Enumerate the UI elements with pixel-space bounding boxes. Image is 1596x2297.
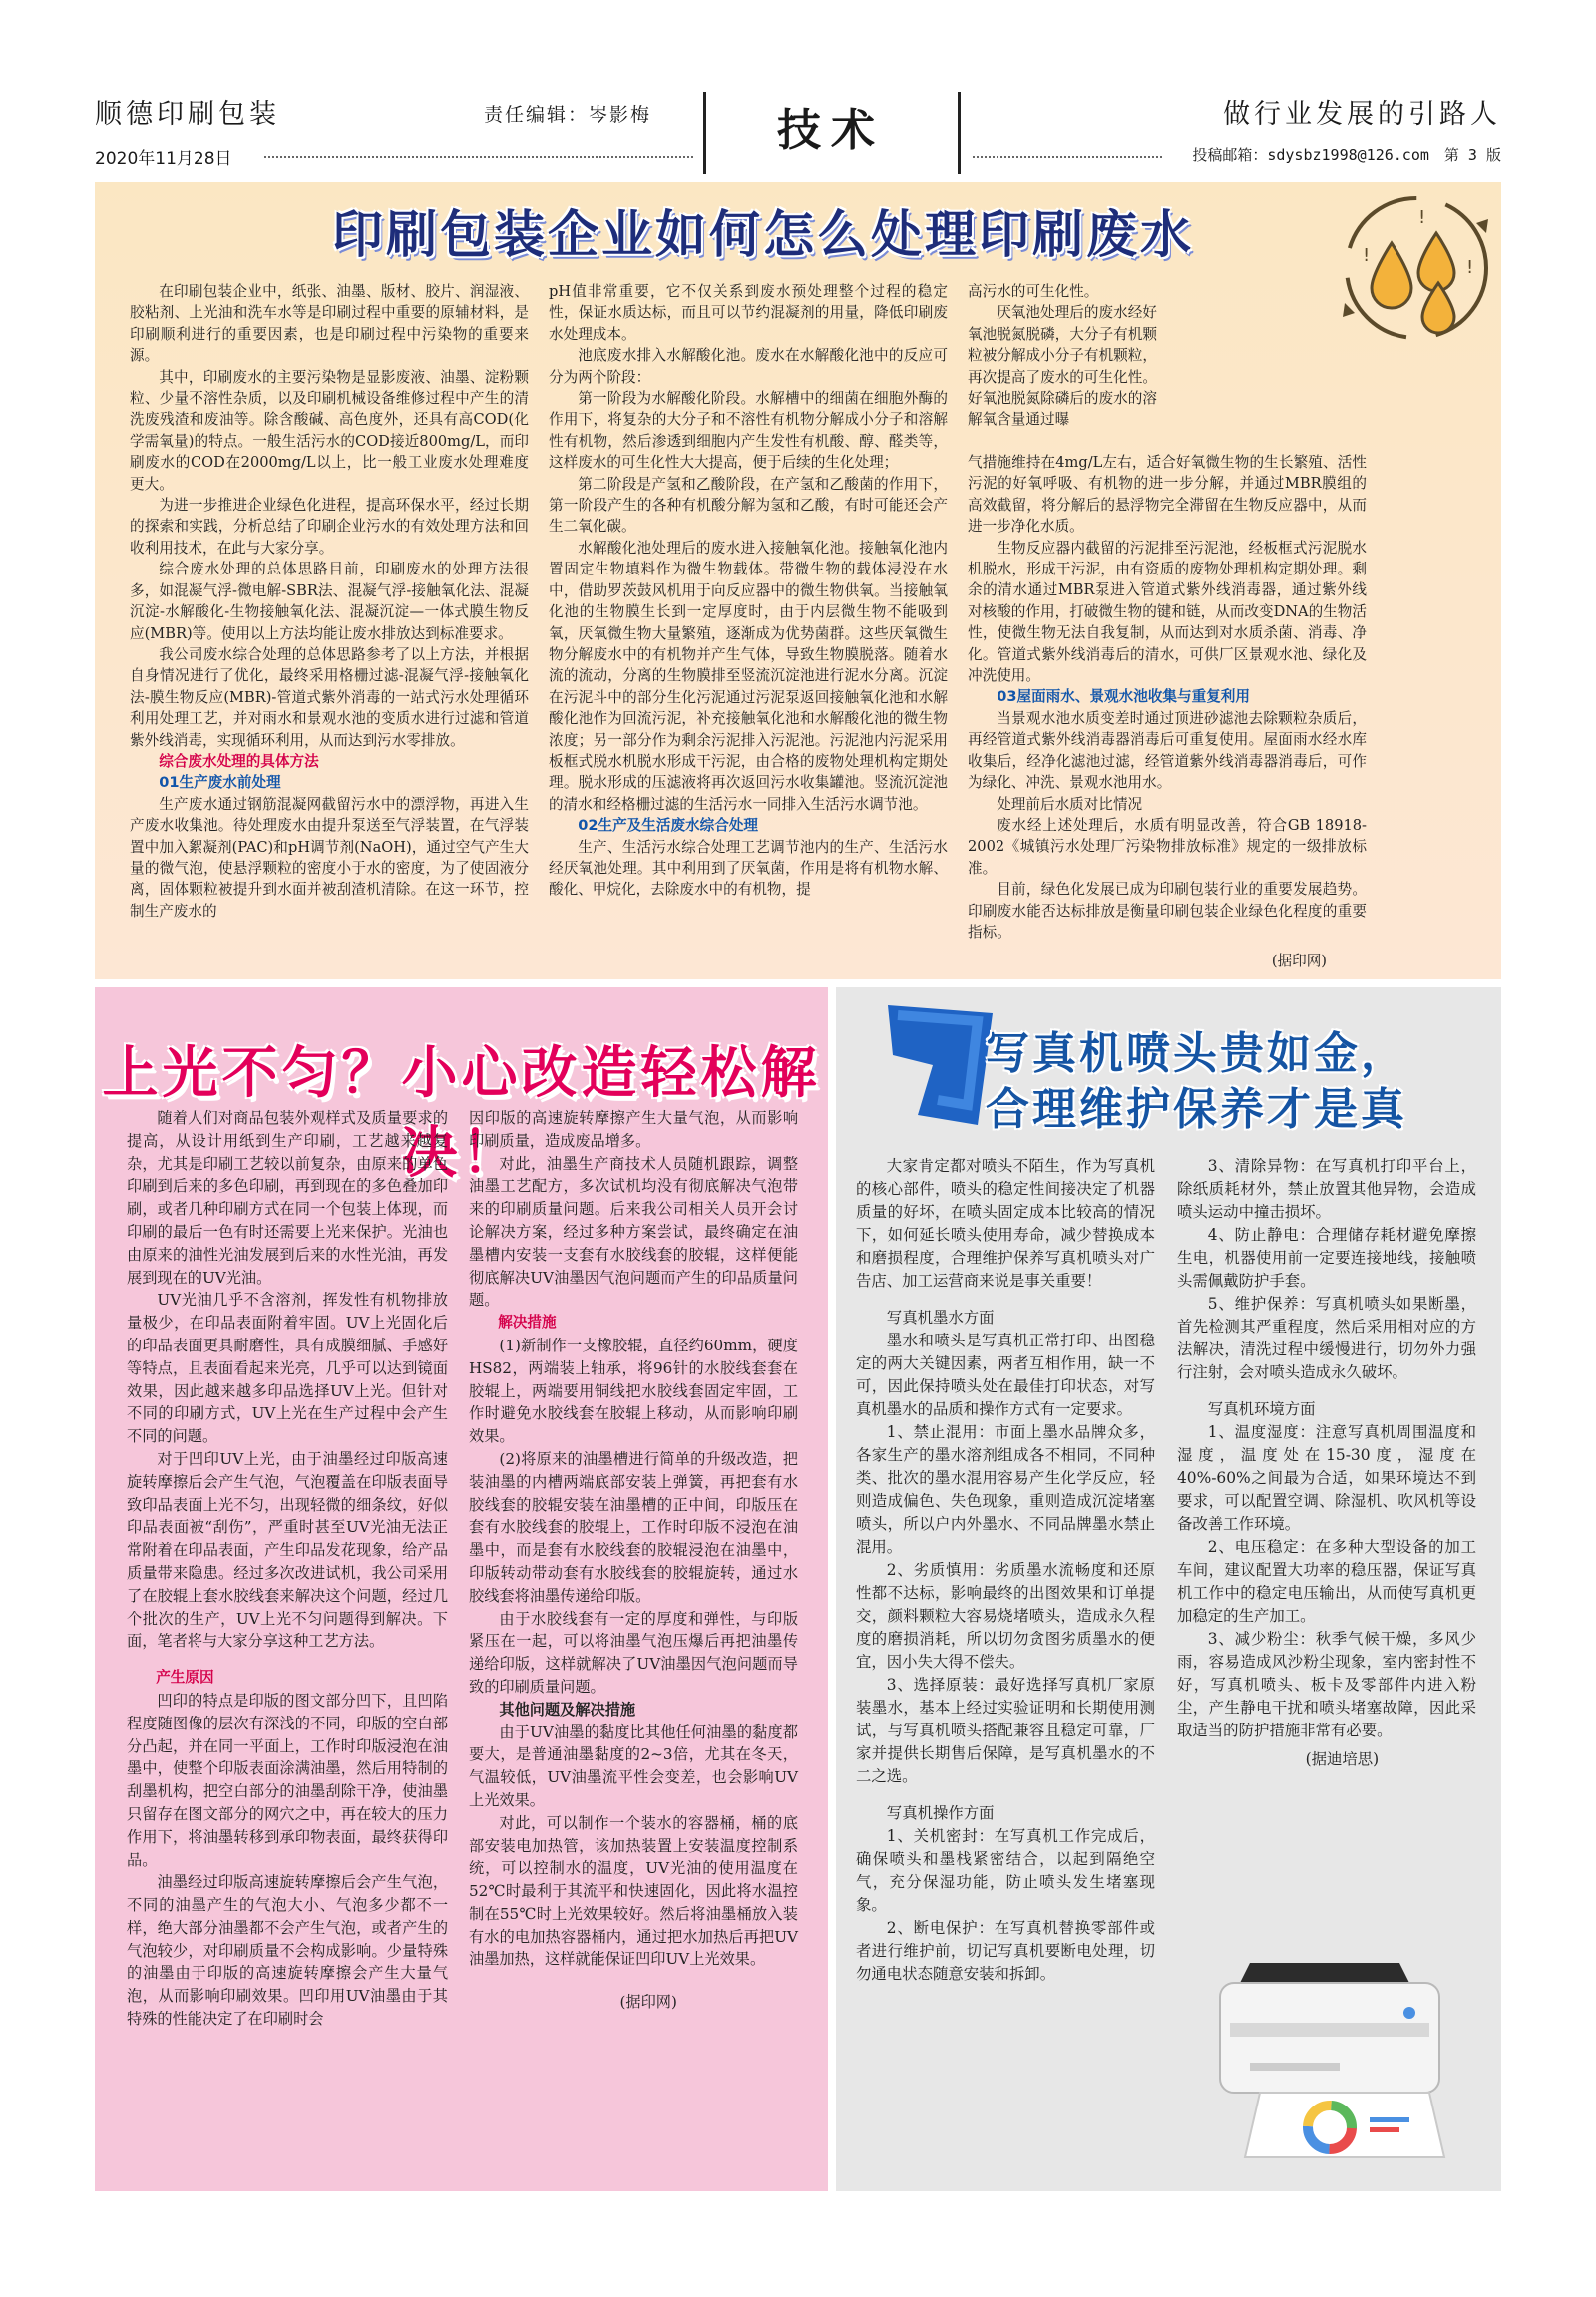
subheading: 01生产废水前处理 (159, 774, 281, 792)
paragraph: 气措施维持在4mg/L左右，适合好氧微生物的生长繁殖、活性污泥的好氧呼吸、有机物的进一步分解，并通过MBR膜组的高效截留，将分解后的悬浮物完全滞留在生物反应器中，从而进一步净化水质。 (968, 454, 1367, 536)
paragraph: 油墨经过印版高速旋转摩擦后会产生气泡，不同的油墨产生的气泡大小、气泡多少都不一样，绝大部分油墨都不会产生气泡，或者产生的气泡较少，对印刷质量不会构成影响。少量特殊的油墨由于印版的高速旋转摩擦会产生大量气泡，从而影响印刷效果。凹印用UV油墨由于其特殊的性能决定了在印刷时会 (127, 1873, 448, 2029)
paragraph: UV光油几乎不含溶剂，挥发性有机物排放量极少，在印品表面附着牢固。UV上光固化后的印品表面更具耐磨性，具有成膜细腻、手感好等特点，且表面看起来光亮，几乎可以达到镜面效果，因此越来越多印品选择UV上光。但针对不同的印刷方式，UV上光在生产过程中会产生不同的问题。 (127, 1291, 448, 1446)
paragraph: 墨水和喷头是写真机正常打印、出图稳定的两大关键因素，两者互相作用，缺一不可，因此保持喷头处在最佳打印状态，对写真机墨水的品质和操作方式有一定要求。 (856, 1332, 1155, 1418)
spacer (127, 1653, 448, 1667)
bold-heading: 其他问题及解决措施 (499, 1700, 636, 1719)
article-title-line-2: 合理维护保养才是真 (986, 1084, 1407, 1135)
paragraph: 随着人们对商品包装外观样式及质量要求的提高，从设计用纸到生产印刷，工艺越来越复杂，尤其是印刷工艺较以前复杂，由原来的单色印刷到后来的多色印刷，再到现在的多色叠加印刷，或者几种印刷方式在同一个包装上体现，而印刷的最后一色有时还需要上光来保护。光油也由原来的油性光油发展到后来的水性光油，再发展到现在的UV光油。 (127, 1109, 448, 1287)
water-drops-icon (1327, 184, 1501, 353)
paragraph: 2、劣质慎用：劣质墨水流畅度和还原性都不达标，影响最终的出图效果和订单提交，颜料颗粒大容易烧堵喷头，造成永久程度的磨损消耗，所以切勿贪图劣质墨水的便宜，因小失大得不偿失。 (856, 1561, 1155, 1671)
paragraph: 其中，印刷废水的主要污染物是显影废液、油墨、淀粉颗粒、少量不溶性杂质，以及印刷机械设备维修过程中产生的清洗废残渣和废油等。除含酸碱、高色度外，还具有高COD(化学需氧量)的特点。一般生活污水的COD接近800mg/L，而印刷废水的COD在2000mg/L以上，比一般工业废水处理难度更大。 (130, 368, 529, 493)
article-column-2 (469, 1107, 798, 2014)
paragraph: 废水经上述处理后，水质有明显改善，符合GB 18918-2002《城镇污水处理厂污染物排放标准》规定的一级排放标准。 (968, 816, 1367, 877)
dotted-rule-left (264, 156, 693, 158)
paragraph: 生产废水通过钢筋混凝网截留污水中的漂浮物，再进入生产废水收集池。待处理废水由提升泵送至气浮装置，在气浮装置中加入絮凝剂(PAC)和pH调节剂(NaOH)，通过空气产生大量的微气泡，使悬浮颗粒的密度小于水的密度，为了使固液分离，固体颗粒被提升到水面并被刮渣机清除。在这一环节，控制生产废水的 (130, 795, 529, 920)
article-uv-coating (95, 987, 828, 2191)
paragraph: 当景观水池水质变差时通过顶进砂滤池去除颗粒杂质后，再经管道式紫外线消毒器消毒后可重复使用。屋面雨水经水库收集后，经净化滤池过滤，经管道紫外线消毒器消毒后，可作为绿化、冲洗、景观水池用水。 (968, 709, 1367, 792)
paragraph: 2、断电保护：在写真机替换零部件或者进行维护前，切记写真机要断电处理，切勿通电状态随意安装和拆卸。 (856, 1919, 1155, 1983)
article-printhead-care (836, 987, 1501, 2191)
paragraph: 第二阶段是产氢和乙酸阶段，在产氢和乙酸菌的作用下，第一阶段产生的各种有机酸分解为氢和乙酸，有时可能还会产生二氧化碳。 (549, 475, 948, 536)
svg-text:!: ! (1418, 207, 1426, 228)
paragraph: 因印版的高速旋转摩擦产生大量气泡，从而影响印刷质量，造成废品增多。 (469, 1109, 798, 1150)
subsection-heading: 写真机环境方面 (1207, 1400, 1316, 1418)
source-credit: (据迪培思) (1305, 1750, 1380, 1768)
printer-image (1190, 1923, 1469, 2177)
subsection-heading: 写真机操作方面 (886, 1804, 995, 1822)
paragraph: 3、减少粉尘：秋季气候干燥，多风少雨，容易造成风沙粉尘现象，室内密封性不好，写真机喷头、板卡及零部件内进入粉尘，产生静电干扰和喷头堵塞故障，因此采取适当的防护措施非常有必要。 (1177, 1630, 1476, 1739)
paragraph: 第一阶段为水解酸化阶段。水解槽中的细菌在细胞外酶的作用下，将复杂的大分子和不溶性有机物分解成小分子和溶解性有机物，然后渗透到细胞内产生发性有机酸、醇、醛类等，这样废水的可生化性大大提高，便于后续的生化处理； (549, 390, 948, 472)
article-column-1 (130, 281, 529, 922)
article-column-2 (549, 281, 948, 901)
source-credit: (据印网) (619, 1993, 677, 2012)
issue-date: 2020年11月28日 (95, 149, 232, 169)
editor-credit: 责任编辑：岑影梅 (484, 104, 652, 126)
slogan: 做行业发展的引路人 (1223, 99, 1501, 130)
article-column-2 (1177, 1155, 1476, 1771)
section-heading: 产生原因 (156, 1669, 214, 1687)
paragraph: 目前，绿色化发展已成为印刷包装行业的重要发展趋势。印刷废水能否达标排放是衡量印刷包装企业绿色化程度的重要指标。 (968, 881, 1367, 941)
paragraph: 5、维护保养：写真机喷头如果断墨，首先检测其严重程度，然后采用相对应的方法解决，清洗过程中缓慢进行，切勿外力强行注射，会对喷头造成永久破坏。 (1177, 1295, 1476, 1381)
header-divider-left (703, 92, 706, 174)
paragraph: (2)将原来的油墨槽进行简单的升级改造，把装油墨的内槽两端底部安装上弹簧，再把套有水胶线套的胶辊安装在油墨槽的正中间，印版压在套有水胶线套的胶辊上，工作时印版不浸泡在油墨中，而是套有水胶线套的胶辊浸泡在油墨中，印版转动带动套有水胶线套的胶辊旋转，通过水胶线套将油墨传递给印版。 (469, 1449, 798, 1605)
paragraph: 4、防止静电：合理储存耗材避免摩擦生电，机器使用前一定要连接地线，接触喷头需佩戴防护手套。 (1177, 1226, 1476, 1290)
paragraph: 对此，可以制作一个装水的容器桶，桶的底部安装电加热管，该加热装置上安装温度控制系统，可以控制水的温度，UV光油的使用温度在52℃时最利于其流平和快速固化，因此将水温控制在55℃时上光效果较好。然后将油墨桶放入装有水的电加热容器桶内，通过把水加热后再把UV油墨加热，这样就能保证凹印UV上光效果。 (469, 1813, 798, 1969)
paragraph: pH值非常重要，它不仅关系到废水预处理整个过程的稳定性，保证水质达标，而且可以节约混凝剂的用量，降低印刷废水处理成本。 (549, 283, 948, 343)
paragraph: 综合废水处理的总体思路目前，印刷废水的处理方法很多，如混凝气浮-微电解-SBR法、混凝气浮-接触氧化法、混凝沉淀-水解酸化-生物接触氧化法、混凝沉淀—一体式膜生物反应(MBR)等。使用以上方法均能让废水排放达到标准要求。 (130, 561, 529, 642)
contact-and-page: 投稿邮箱：sdysbz1998@126.com 第 3 版 (1192, 146, 1501, 164)
section-title: 技术 (777, 105, 885, 156)
article-title: 印刷包装企业如何怎么处理印刷废水 (331, 206, 1194, 265)
article-column-3b (968, 452, 1367, 972)
article-column-1 (856, 1155, 1155, 1986)
article-waste-water (95, 182, 1501, 979)
paragraph: (1)新制作一支橡胶辊，直径约60mm，硬度HS82，两端装上轴承，将96针的水胶线套套在胶辊上，两端要用铜线把水胶线套固定牢固，工作时避免水胶线套在胶辊上移动，从而影响印刷效果。 (469, 1336, 798, 1446)
paragraph: 我公司废水综合处理的总体思路参考了以上方法，并根据自身情况进行了优化，最终采用格栅过滤-混凝气浮-接触氧化法-膜生物反应(MBR)-管道式紫外消毒的一站式污水处理循环利用处理工艺，并对雨水和景观水池的变质水进行过滤和管道紫外线消毒，实现循环利用，从而达到污水零排放。 (130, 645, 529, 749)
brush-stroke (878, 995, 998, 1135)
paragraph: 由于UV油墨的黏度比其他任何油墨的黏度都要大，是普通油墨黏度的2~3倍，尤其在冬天，气温较低，UV油墨流平性会变差，也会影响UV上光效果。 (469, 1723, 798, 1809)
svg-text:!: ! (1466, 257, 1474, 278)
paragraph: 水解酸化池处理后的废水进入接触氧化池。接触氧化池内置固定生物填料作为微生物载体。带微生物的载体浸没在水中，借助罗茨鼓风机用于向反应器中的微生物供氧。当接触氧化池的生物膜生长到一定厚度时，由于内层微生物不能吸到氧，厌氧微生物大量繁殖，逐渐成为优势菌群。这些厌氧微生物分解废水中的有机物并产生气体，导致生物膜脱落。随着水流的流动，分离的生物膜排至竖流沉淀池进行泥水分离。沉淀在污泥斗中的部分生化污泥通过污泥泵返回接触氧化池和水解酸化池作为回流污泥，补充接触氧化池和水解酸化池的微生物浓度；另一部分作为剩余污泥排入污泥池。污泥池内污泥采用板框式脱水机脱水形成干污泥，由合格的废物处理机构定期处理。脱水形成的压滤液将再次返回污水收集罐池。竖流沉淀池的清水和经格栅过滤的生活污水一同排入生活污水调节池。 (549, 539, 948, 813)
newspaper-name: 顺德印刷包装 (95, 99, 280, 130)
paragraph: 厌氧池处理后的废水经好氧池脱氮脱磷，大分子有机颗粒被分解成小分子有机颗粒，再次提高了废水的可生化性。好氧池脱氮除磷后的废水的溶解氧含量通过曝 (968, 304, 1157, 429)
article-title: 上光不匀？小心改造轻松解决！ (102, 1041, 821, 1186)
article-column-3a (968, 281, 1157, 431)
paragraph: 1、关机密封：在写真机工作完成后，确保喷头和墨栈紧密结合，以起到隔绝空气，充分保湿功能，防止喷头发生堵塞现象。 (856, 1827, 1155, 1914)
dotted-rule-right (973, 156, 1162, 158)
paragraph: 生物反应器内截留的污泥排至污泥池，经板框式污泥脱水机脱水，形成干污泥，由有资质的废物处理机构定期处理。剩余的清水通过MBR泵进入管道式紫外线消毒器，通过紫外线对核酸的作用，打破微生物的键和链，从而改变DNA的生物活性，使微生物无法自我复制，从而达到对水质杀菌、消毒、净化。管道式紫外线消毒后的清水，可供厂区景观水池、绿化及冲洗使用。 (968, 539, 1367, 685)
paragraph: 对此，油墨生产商技术人员随机跟踪，调整油墨工艺配方，多次试机均没有彻底解决气泡带来的印刷质量问题。后来我公司相关人员开会讨论解决方案，经过多种方案尝试，最终确定在油墨槽内安装一支套有水胶线套的胶辊，这样便能彻底解决UV油墨因气泡问题而产生的印品质量问题。 (469, 1154, 798, 1310)
paragraph: 凹印的特点是印版的图文部分凹下，且凹陷程度随图像的层次有深浅的不同，印版的空白部分凸起，并在同一平面上，工作时印版浸泡在油墨中，使整个印版表面涂满油墨，然后用特制的刮墨机构，把空白部分的油墨刮除干净，使油墨只留存在图文部分的网穴之中，再在较大的压力作用下，将油墨转移到承印物表面，最终获得印品。 (127, 1691, 448, 1869)
paragraph: 为进一步推进企业绿色化进程，提高环保水平，经过长期的探索和实践，分析总结了印刷企业污水的有效处理方法和回收利用技术，在此与大家分享。 (130, 497, 529, 557)
paragraph: 在印刷包装企业中，纸张、油墨、版材、胶片、润湿液、胶粘剂、上光油和洗车水等是印刷过程中重要的原辅材料，是印刷顺利进行的重要因素，也是印刷过程中污染物的重要来源。 (130, 283, 529, 365)
source-credit: (据印网) (1271, 953, 1327, 970)
paragraph: 3、清除异物：在写真机打印平台上，除纸质耗材外，禁止放置其他异物，会造成喷头运动中撞击损坏。 (1177, 1157, 1476, 1221)
section-heading: 综合废水处理的具体方法 (159, 752, 319, 770)
paragraph: 对于凹印UV上光，由于油墨经过印版高速旋转摩擦后会产生气泡，气泡覆盖在印版表面导致印品表面上光不匀，出现轻微的细条纹，好似印品表面被“刮伤”，严重时甚至UV光油无法正常附着在印品表面，产生印品发花现象，给产品质量带来隐患。经过多次改进试机，我公司采用了在胶辊上套水胶线套来解决这个问题，经过几个批次的生产，UV上光不匀问题得到解决。下面，笔者将与大家分享这种工艺方法。 (127, 1449, 448, 1651)
svg-text:!: ! (1363, 245, 1371, 266)
article-title-line-1: 写真机喷头贵如金， (986, 1028, 1407, 1079)
subsection-heading: 写真机墨水方面 (886, 1309, 995, 1327)
spacer (469, 1971, 798, 1985)
paragraph: 3、选择原装：最好选择写真机厂家原装墨水，基本上经过实验证明和长期使用测试，与写真机喷头搭配兼容且稳定可靠，厂家并提供长期售后保障，是写真机墨水的不二之选。 (856, 1676, 1155, 1785)
paragraph: 生产、生活污水综合处理工艺调节池内的生产、生活污水经厌氧池处理。其中利用到了厌氧菌，作用是将有机物水解、酸化、甲烷化，去除废水中的有机物，提 (549, 838, 948, 899)
paragraph: 处理前后水质对比情况 (997, 795, 1143, 813)
paragraph: 由于水胶线套有一定的厚度和弹性，与印版紧压在一起，可以将油墨气泡压爆后再把油墨传递给印版，这样就解决了UV油墨因气泡问题而导致的印刷质量问题。 (469, 1609, 798, 1696)
paragraph: 大家肯定都对喷头不陌生，作为写真机的核心部件，喷头的稳定性间接决定了机器质量的好坏，在喷头固定成本比较高的情况下，如何延长喷头使用寿命，减少替换成本和磨损程度，合理维护保养写真机喷头对广告店、加工运营商来说是事关重要！ (856, 1157, 1155, 1290)
section-heading: 解决措施 (498, 1314, 557, 1332)
subheading: 02生产及生活废水综合处理 (578, 817, 759, 835)
paragraph: 高污水的可生化性。 (968, 283, 1099, 300)
article-column-1 (127, 1107, 448, 2031)
paragraph: 1、禁止混用：市面上墨水品牌众多，各家生产的墨水溶剂组成各不相同，不同种类、批次的墨水混用容易产生化学反应，轻则造成偏色、失色现象，重则造成沉淀堵塞喷头，所以户内外墨水、不同品牌墨水禁止混用。 (856, 1423, 1155, 1556)
paragraph: 2、电压稳定：在多种大型设备的加工车间，建议配置大功率的稳压器，保证写真机工作中的稳定电压输出，从而使写真机更加稳定的生产加工。 (1177, 1538, 1476, 1625)
page-header (95, 92, 1501, 172)
subheading: 03屋面雨水、景观水池收集与重复利用 (997, 688, 1250, 706)
paragraph: 池底废水排入水解酸化池。废水在水解酸化池中的反应可分为两个阶段： (549, 347, 948, 386)
header-divider-right (958, 92, 961, 174)
paragraph: 1、温度湿度：注意写真机周围温度和湿度，温度处在15-30度，湿度在40%-60%之间最为合适，如果环境达不到要求，可以配置空调、除湿机、吹风机等设备改善工作环境。 (1177, 1423, 1476, 1533)
